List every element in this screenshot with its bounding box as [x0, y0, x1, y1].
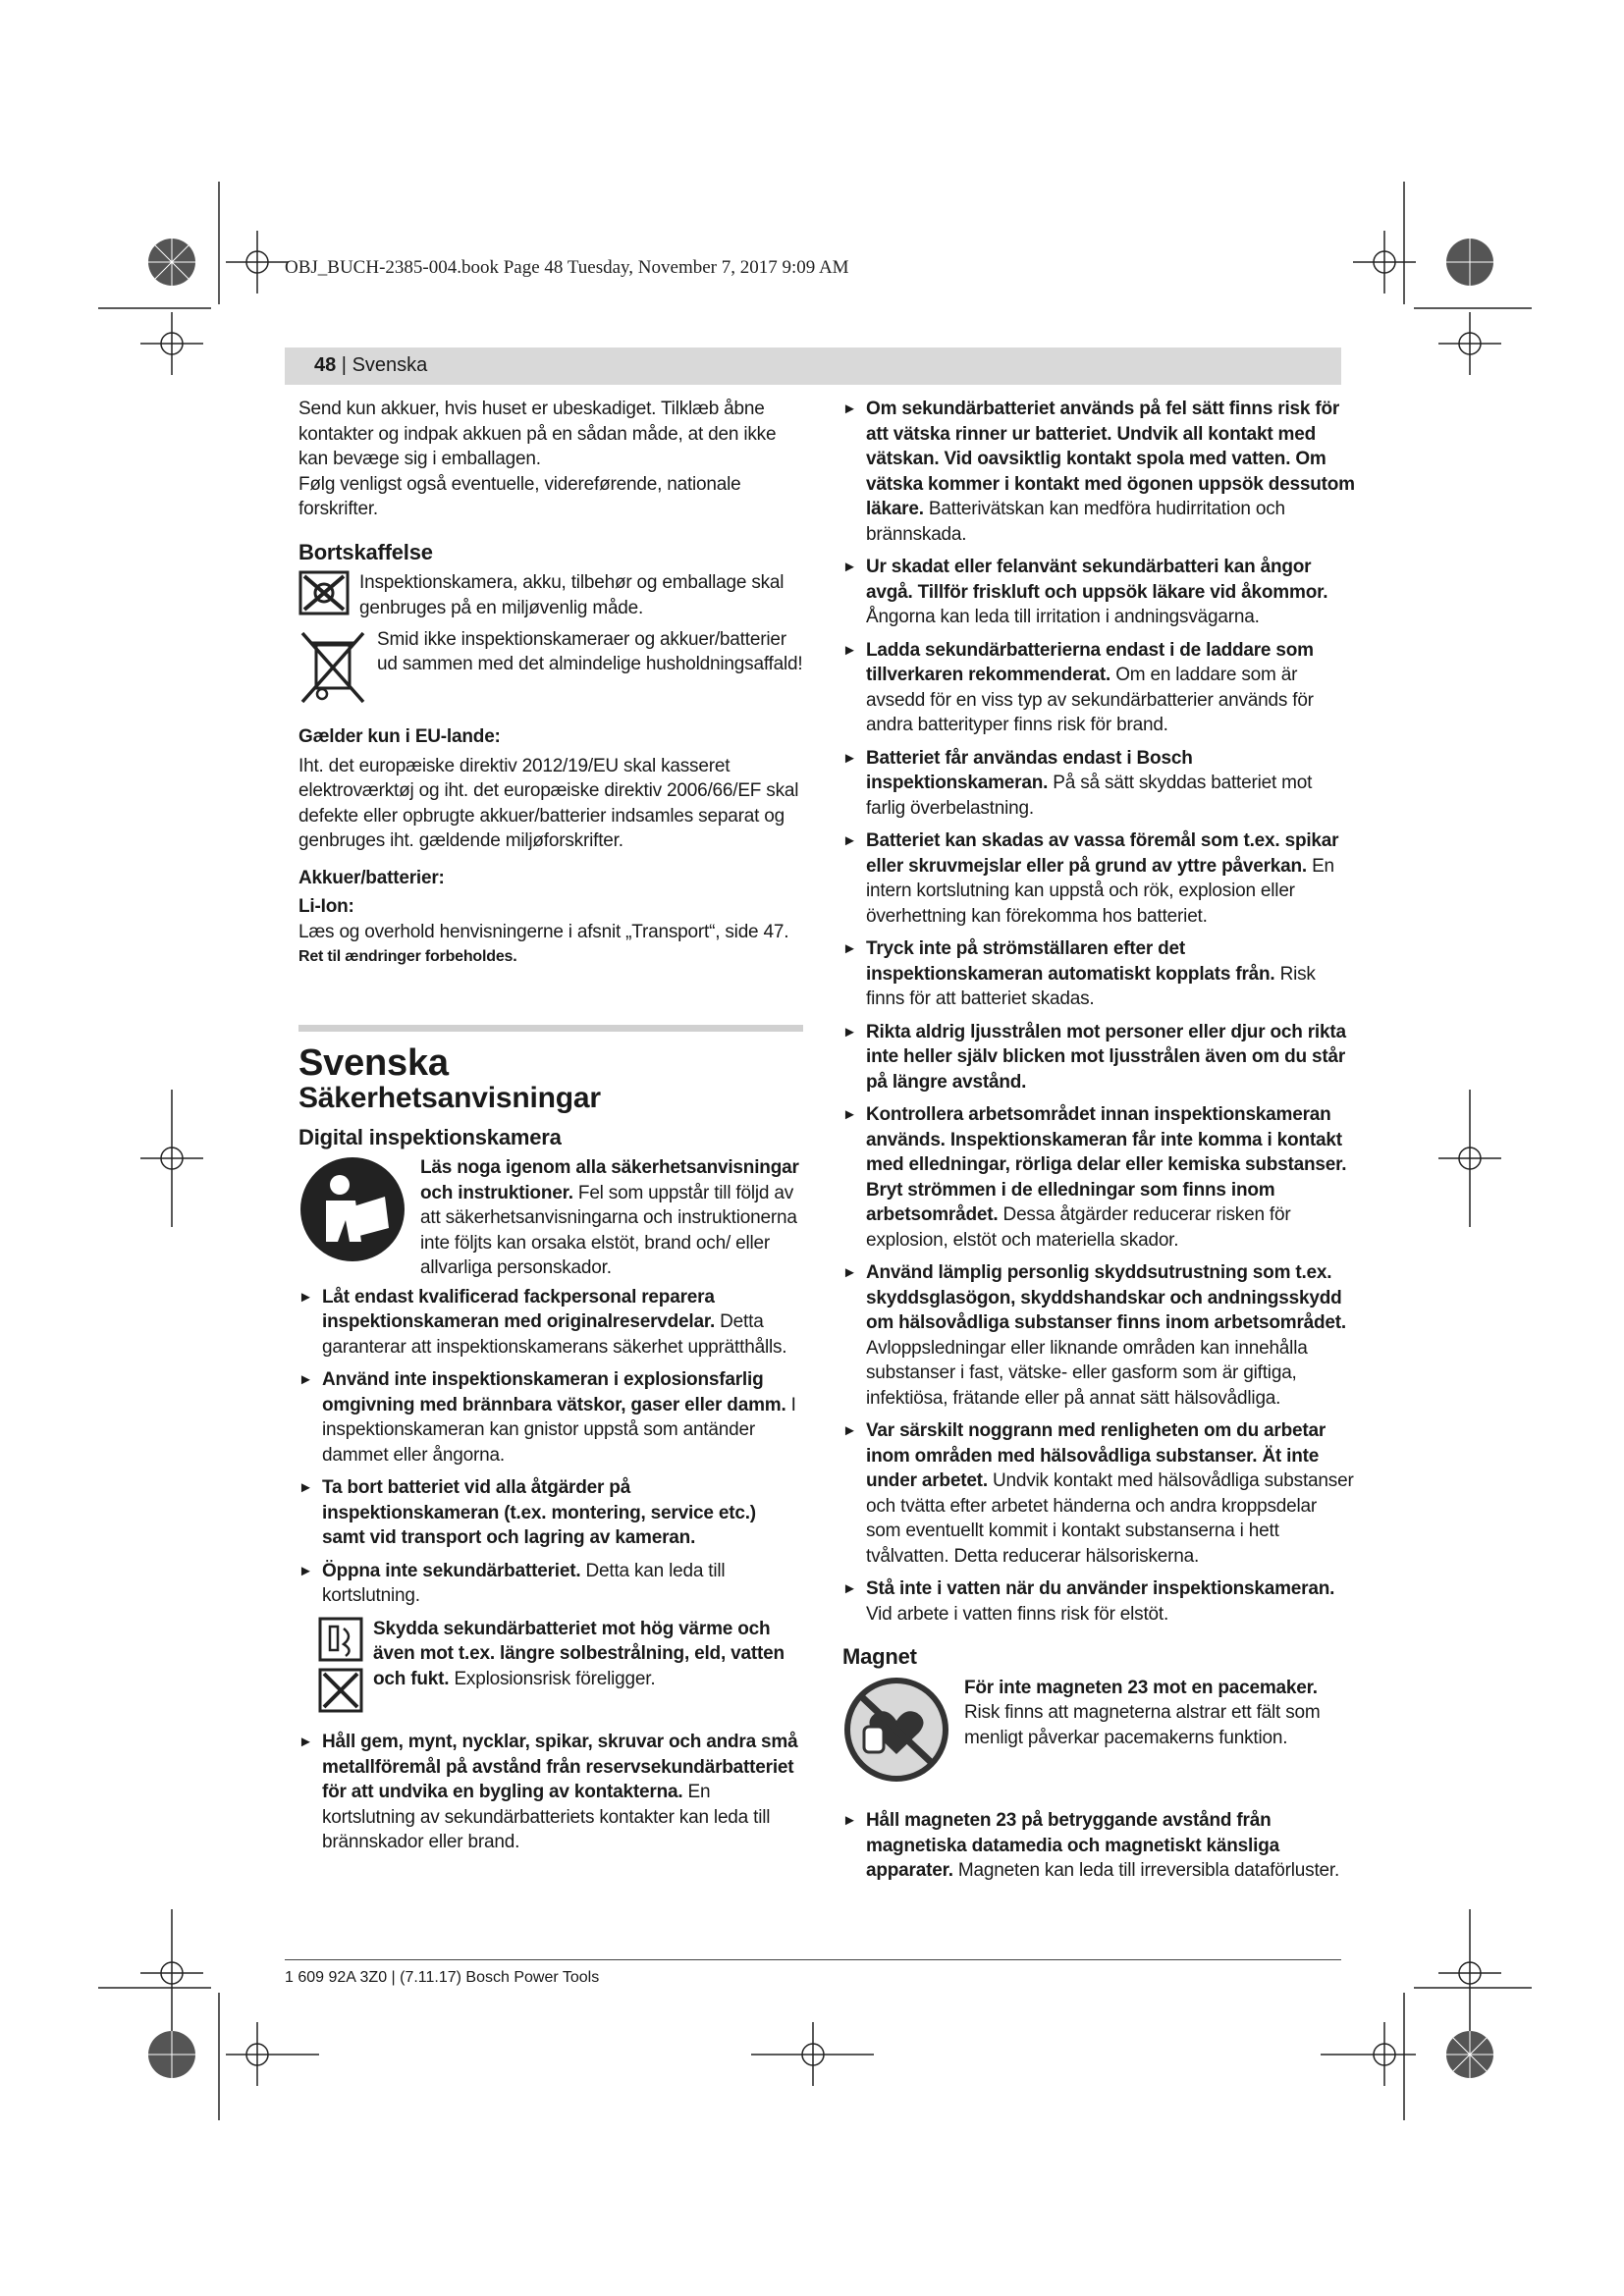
right-bullet-text: Om en laddare som är avsedd för en viss typ av sekundärbatterier används för andra batterityper finns risk för brand.: [866, 665, 1314, 735]
right-bullet-text: Avloppsledningar eller liknande områden kan innehålla substanser i fast, vätske- eller gasform som är giftiga, infektiösa, frätande eller på annat sätt hälsovådliga.: [866, 1337, 1308, 1409]
pacemaker-prohibited-icon: [842, 1676, 950, 1791]
right-bullet-6: [842, 936, 1355, 1012]
left-bullet-5: [298, 1730, 803, 1855]
left-bullet-text: En kortslutning av sekundärbatteriets kontakter kan leda till brännskador eller brand.: [322, 1782, 771, 1852]
heat-warning-text: [373, 1617, 803, 1692]
magnet-warning-text: [964, 1676, 1355, 1751]
right-bullet-8: [842, 1102, 1355, 1253]
read-manual-bold: Läs noga igenom alla säkerhetsanvisningar och instruktioner.: [420, 1157, 799, 1203]
right-bullet-bold: Tryck inte på strömställaren efter det inspektionskameran automatiskt kopplats från.: [866, 938, 1275, 985]
liion-label: Li-Ion:: [298, 896, 354, 917]
left-bullet-text: Detta garanterar att inspektionskamerans säkerhet upprätthålls.: [322, 1311, 787, 1358]
bullet-arrow-icon: ►: [298, 1371, 313, 1388]
right-bullet-1: [842, 397, 1355, 547]
right-bullet-bold: Håll magneten 23 på betryggande avstånd från magnetiska datamedia och magnetiskt känsliga apparater.: [866, 1810, 1279, 1881]
language-title: Svenska: [298, 1041, 449, 1084]
bullet-arrow-icon: ►: [298, 1479, 313, 1496]
right-bullet-bold: Kontrollera arbetsområdet innan inspektionskameran används. Inspektionskameran får inte komma i kontakt med elledningar, rörliga delar eller kemiska substanser. Bryt strömmen i de elledningar som finns inom arbetsområdet.: [866, 1104, 1347, 1225]
bullet-arrow-icon: ►: [842, 1580, 857, 1597]
right-bullet-text: Dessa åtgärder reducerar risken för explosion, elstöt och materiella skador.: [866, 1204, 1291, 1251]
safety-title: Säkerhetsanvisningar: [298, 1082, 601, 1114]
page-header: [314, 354, 427, 377]
right-bullet-bold: Ladda sekundärbatterierna endast i de laddare som tillverkaren rekommenderat.: [866, 639, 1314, 685]
intro-line-1: Send kun akkuer, hvis huset er ubeskadiget. Tilklæb åbne kontakter og indpak akkuen på en sådan måde, at den ikke kan bevæge sig i emballagen.: [298, 399, 777, 469]
right-bullet-text: Batterivätskan kan medföra hudirritation och brännskada.: [866, 499, 1285, 545]
right-bullet-3: [842, 638, 1355, 738]
heat-warning-rest: Explosionsrisk föreligger.: [449, 1668, 656, 1689]
header-separator: |: [336, 354, 352, 376]
right-bullet-text: Magneten kan leda till irreversibla dataförluster.: [952, 1860, 1340, 1881]
left-bullet-bold: Håll gem, mynt, nycklar, spikar, skruvar och andra små metallföremål på avstånd från reservsekundärbatteriet för att undvika en bygling av kontakterna.: [322, 1732, 798, 1802]
bullet-arrow-icon: ►: [842, 1023, 857, 1041]
right-bullet-text: Undvik kontakt med hälsovådliga substanser och tvätta efter arbetet händerna och andra kroppsdelar som eventuellt kommit i kontakt substanserna i hett tvålvatten. Detta reducerar hälsoriskerna.: [866, 1470, 1354, 1567]
disposal-recycle-row: [298, 570, 803, 623]
bullet-arrow-icon: ►: [298, 1562, 313, 1579]
page-footer: 1 609 92A 3Z0 | (7.11.17) Bosch Power Tools: [285, 1969, 600, 1986]
right-bullet-bold: Batteriet får användas endast i Bosch inspektionskameran.: [866, 747, 1193, 793]
heat-warning-bold: Skydda sekundärbatteriet mot hög värme och även mot t.ex. längre solbestrålning, eld, vatten och fukt.: [373, 1618, 785, 1689]
header-language: Svenska: [352, 354, 428, 376]
page-number: 48: [314, 354, 337, 376]
changes-note: Ret til ændringer forbeholdes.: [298, 948, 517, 965]
battery-heading: Akkuer/batterier:: [298, 867, 445, 888]
disposal-household-text: Smid ikke inspektionskameraer og akkuer/batterier ud sammen med det almindelige husholdningsaffald!: [377, 628, 803, 674]
magnet-warning-bold: För inte magneten 23 mot en pacemaker.: [964, 1677, 1318, 1698]
right-bullet-2: [842, 555, 1355, 630]
left-bullet-bold: Använd inte inspektionskameran i explosionsfarlig omgivning med brännbara vätskor, gaser eller damm.: [322, 1369, 786, 1415]
print-header: OBJ_BUCH-2385-004.book Page 48 Tuesday, November 7, 2017 9:09 AM: [285, 257, 849, 278]
right-bullet-text: Risk finns för att batteriet skadas.: [866, 963, 1316, 1009]
magnet-warning-row: [842, 1676, 1355, 1791]
disposal-recycle-text: Inspektionskamera, akku, tilbehør og emballage skal genbruges på en miljøvenlig måde.: [359, 572, 785, 618]
liion-text: Læs og overhold henvisningerne i afsnit „Transport“, side 47.: [298, 921, 789, 942]
right-bullet-text: Vid arbete i vatten finns risk för elstöt.: [866, 1603, 1169, 1625]
right-bullet-bold: Använd lämplig personlig skyddsutrustning som t.ex. skyddsglasögon, skyddshandskar och andningsskydd om hälsovådliga substanser finns inom arbetsområdet.: [866, 1262, 1346, 1333]
right-bullet-bold: Stå inte i vatten när du använder inspektionskameran.: [866, 1578, 1335, 1599]
right-bullet-10: [842, 1418, 1355, 1569]
bullet-arrow-icon: ►: [298, 1288, 313, 1306]
heat-warning-row: [298, 1617, 803, 1723]
bullet-arrow-icon: ►: [842, 832, 857, 849]
magnet-heading: Magnet: [842, 1644, 917, 1669]
left-bullet-1: [298, 1285, 803, 1361]
disposal-household-row: [298, 627, 803, 714]
left-bullet-text: Detta kan leda till kortslutning.: [322, 1560, 726, 1606]
left-bullet-bold: Öppna inte sekundärbatteriet.: [322, 1560, 581, 1581]
read-manual-rest: Fel som uppstår till följd av att säkerhetsanvisningarna och instruktionerna inte följts kan orsaka elstöt, brand och/ eller allvarliga personskador.: [420, 1182, 797, 1278]
right-bullet-bold: Var särskilt noggrann med renligheten om du arbetar inom områden med hälsovådliga substanser. Ät inte under arbetet.: [866, 1420, 1326, 1491]
right-bullet-bold: Batteriet kan skadas av vassa föremål som t.ex. spikar eller skruvmejslar eller på grund av yttre påverkan.: [866, 830, 1339, 877]
right-bullet-bold: Om sekundärbatteriet används på fel sätt finns risk för att vätska rinner ur batteriet. Undvik all kontakt med vätskan. Vid oavsiktlig kontakt spola med vatten. Om vätska kommer i kontakt med ögonen uppsök dessutom läkare.: [866, 399, 1355, 519]
crossed-bin-icon: [298, 627, 367, 714]
left-column: [298, 397, 803, 1863]
right-column: [842, 397, 1355, 1892]
left-bullet-4: [298, 1559, 803, 1609]
left-bullet-bold: Ta bort batteriet vid alla åtgärder på inspektionskameran (t.ex. montering, service etc.) samt vid transport och lagring av kameran.: [322, 1477, 756, 1548]
page-header-bar: [285, 347, 1341, 385]
disposal-heading: Bortskaffelse: [298, 539, 433, 564]
read-manual-text: [420, 1155, 803, 1281]
bullet-arrow-icon: ►: [842, 1106, 857, 1123]
bullet-arrow-icon: ►: [842, 1264, 857, 1281]
right-bullet-text: En intern kortslutning kan uppstå och rök, explosion eller överhettning kan förekomma hos batteriet.: [866, 855, 1334, 927]
right-bullet-4: [842, 746, 1355, 822]
left-bullet-text: I inspektionskameran kan gnistor uppstå som antänder dammet eller ångorna.: [322, 1394, 796, 1466]
right-bullet-text: På så sätt skyddas batteriet mot farlig överbelastning.: [866, 773, 1313, 819]
eu-heading: Gælder kun i EU-lande:: [298, 726, 501, 747]
right-bullet-7: [842, 1020, 1355, 1095]
bullet-arrow-icon: ►: [298, 1734, 313, 1750]
bullet-arrow-icon: ►: [842, 559, 857, 575]
section-divider: [298, 1025, 803, 1032]
right-bullet-bold: Rikta aldrig ljusstrålen mot personer eller djur och rikta inte heller själv blicken mot ljusstrålen även om du står på längre avstånd.: [866, 1021, 1346, 1093]
bullet-arrow-icon: ►: [842, 749, 857, 767]
read-manual-row: [298, 1155, 803, 1281]
footer-rule: [285, 1959, 1341, 1960]
camera-heading: Digital inspektionskamera: [298, 1124, 562, 1149]
heat-icons: [318, 1617, 363, 1723]
magnet-warning-rest: Risk finns att magneterna alstrar ett fält som menligt påverkar pacemakerns funktion.: [964, 1702, 1321, 1748]
bullet-arrow-icon: ►: [842, 1812, 857, 1829]
right-bullet-5: [842, 828, 1355, 929]
recycle-icon: [298, 570, 350, 623]
bullet-arrow-icon: ►: [842, 1422, 857, 1439]
intro-line-2: Følg venligst også eventuelle, videreførende, nationale forskrifter.: [298, 473, 741, 519]
right-bullet-text: Ångorna kan leda till irritation i andningsvägarna.: [866, 607, 1260, 627]
left-bullet-3: [298, 1475, 803, 1551]
right-bullet-11: [842, 1576, 1355, 1627]
left-bullet-bold: Låt endast kvalificerad fackpersonal reparera inspektionskameran med originalreservdelar.: [322, 1286, 716, 1332]
bullet-arrow-icon: ►: [842, 400, 857, 417]
bullet-arrow-icon: ►: [842, 940, 857, 957]
bullet-arrow-icon: ►: [842, 641, 857, 659]
eu-text: Iht. det europæiske direktiv 2012/19/EU skal kasseret elektroværktøj og iht. det europæiske direktiv 2006/66/EF skal defekte eller opbrugte akkuer/batterier indsamles separat og genbruges iht. gældende miljøforskrifter.: [298, 755, 799, 851]
right-bullet-9: [842, 1260, 1355, 1411]
right-bullet-bold: Ur skadat eller felanvänt sekundärbatteri kan ångor avgå. Tillför friskluft och uppsök läkare vid åkommor.: [866, 557, 1328, 603]
left-bullet-2: [298, 1367, 803, 1468]
read-manual-icon: [298, 1155, 406, 1271]
right-bullet-12: [842, 1808, 1355, 1884]
